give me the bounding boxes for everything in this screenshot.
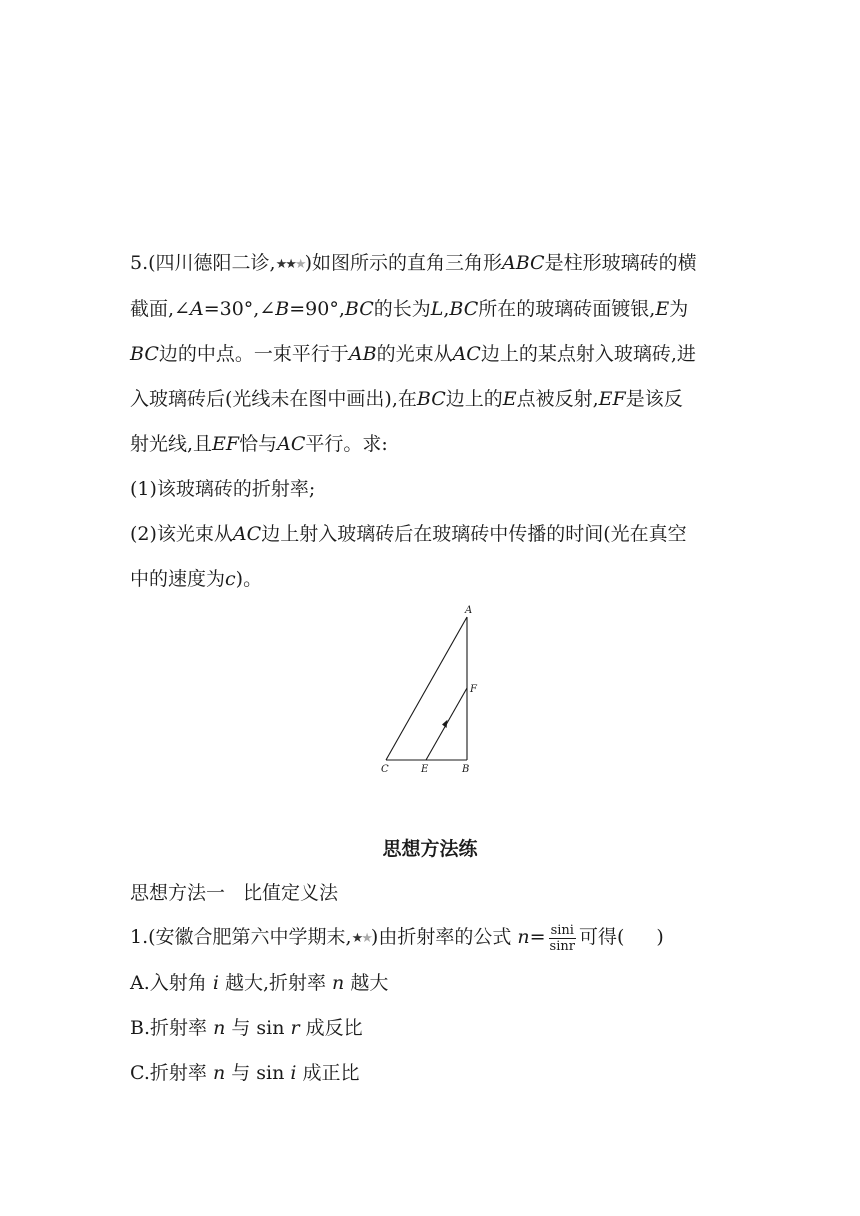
problem-5-line-1: 5.(四川德阳二诊,★★★)如图所示的直角三角形ABC是柱形玻璃砖的横 xyxy=(130,241,730,287)
section-title: 思想方法练 xyxy=(382,838,478,860)
problem-source: (四川德阳二诊, xyxy=(148,252,276,274)
problem-1-stem: 1.(安徽合肥第六中学期末,★★)由折射率的公式 n= $\frac{\sin i}{\sin r}$ 可得( ) xyxy=(130,915,730,961)
label-b: B xyxy=(462,764,470,775)
option-b[interactable]: B.折射率 n 与 sin r 成反比 xyxy=(130,1017,363,1039)
label-e: E xyxy=(421,764,429,775)
question-1: (1)该玻璃砖的折射率; xyxy=(130,478,316,500)
difficulty-stars-icon: ★★ xyxy=(351,931,371,946)
label-f: F xyxy=(470,684,477,695)
triangle-figure xyxy=(370,600,490,780)
difficulty-stars-icon: ★★★ xyxy=(275,257,305,272)
label-a: A xyxy=(465,605,473,616)
option-a[interactable]: A.入射角 i 越大,折射率 n 越大 xyxy=(130,972,389,994)
problem-5-line-2: 截面,∠A=30°,∠B=90°,BC的长为L,BC所在的玻璃砖面镀银,E为 xyxy=(130,298,689,320)
problem-number: 5. xyxy=(130,252,149,274)
side-ac xyxy=(386,617,467,760)
problem-5-line-3: BC边的中点。一束平行于AB的光束从AC边上的某点射入玻璃砖,进 xyxy=(130,343,696,365)
option-c[interactable]: C.折射率 n 与 sin i 成正比 xyxy=(130,1062,360,1084)
question-2: (2)该光束从AC边上射入玻璃砖后在玻璃砖中传播的时间(光在真空 xyxy=(130,523,687,545)
question-2-cont: 中的速度为c)。 xyxy=(130,568,263,590)
problem-1 xyxy=(130,915,730,1096)
problem-5 xyxy=(130,241,730,602)
refraction-formula: $\frac{\sin i}{\sin r}$ xyxy=(549,922,575,954)
problem-5-line-4: 入玻璃砖后(光线未在图中画出),在BC边上的E点被反射,EF是该反 xyxy=(130,388,683,410)
problem-number: 1. xyxy=(130,926,149,948)
problem-5-line-5: 射光线,且EF恰与AC平行。求: xyxy=(130,433,388,455)
label-c: C xyxy=(381,764,389,775)
var-abc: ABC xyxy=(501,252,545,274)
method-subtitle: 思想方法一 比值定义法 xyxy=(130,882,339,904)
problem-source: (安徽合肥第六中学期末, xyxy=(148,926,352,948)
